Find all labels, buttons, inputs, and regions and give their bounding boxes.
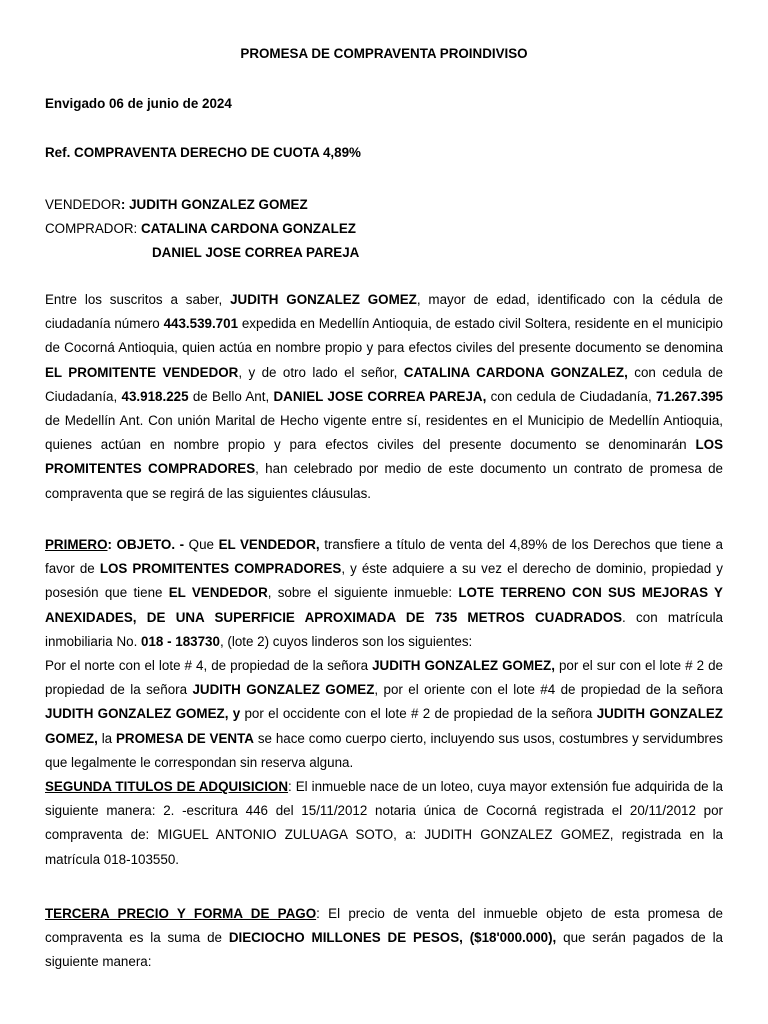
seller-label: VENDEDOR [45, 197, 121, 212]
clause-primero-buyers: LOS PROMITENTES COMPRADORES [99, 561, 342, 577]
clause-tercera-text-2: que serán pagados de la siguiente manera: [45, 930, 724, 970]
clauses-block [45, 533, 723, 872]
intro-seller-name: JUDITH GONZALEZ GOMEZ [230, 292, 417, 307]
linderos-text-1: Por el norte con el lote # 4, de propiedad de la señora [45, 658, 373, 674]
clause-tercera-heading: TERCERA PRECIO Y FORMA DE PAGO [45, 906, 317, 921]
reference-line: Ref. COMPRAVENTA DERECHO DE CUOTA 4,89% [45, 145, 361, 160]
intro-seller-id: 443.539.701 [163, 316, 239, 332]
clause-primero-text-5: . con matrícula inmobiliaria No. [45, 609, 723, 649]
buyer-name-2: DANIEL JOSE CORREA PAREJA [152, 245, 360, 260]
date-line: Envigado 06 de junio de 2024 [45, 96, 232, 111]
clause-primero-seller-2: EL VENDEDOR [168, 585, 268, 601]
linderos-name-4: JUDITH GONZALEZ GOMEZ, [45, 706, 723, 746]
intro-text-6: de Bello Ant, [188, 388, 274, 404]
intro-text-5: con cedula de Ciudadanía, [45, 364, 723, 404]
intro-paragraph [45, 288, 723, 506]
buyer-name-1: CATALINA CARDONA GONZALEZ [140, 221, 356, 236]
intro-text-1: Entre los suscritos a saber, [45, 292, 231, 307]
seller-name: JUDITH GONZALEZ GOMEZ [125, 197, 308, 212]
clause-linderos [45, 654, 723, 775]
clause-tercera [45, 902, 723, 975]
clause-tercera-text-1: : El precio de venta del inmueble objeto de esta promesa de compraventa es la suma de [45, 906, 723, 946]
linderos-text-2: por el sur con el lote # 2 de propiedad de la señora [45, 658, 723, 698]
intro-text-3: expedida en Medellín Antioquia, de estado civil Soltera, residente en el municipio de Cocorná Antioquia, quien actúa en nombre propio y para efectos civiles del presente documento se denomina [45, 316, 723, 356]
clause-primero-registry: 018 - 183730 [141, 633, 220, 649]
clause-primero-property: LOTE TERRENO CON SUS MEJORAS Y ANEXIDADES, DE UNA SUPERFICIE APROXIMADA DE 735 METROS CUADRADOS [45, 585, 723, 625]
intro-text-2: , mayor de edad, identificado con la cédula de ciudadanía número [45, 292, 724, 332]
clause-primero-text-2: transfiere a título de venta del 4,89% de los Derechos que tiene a favor de [45, 537, 723, 577]
intro-buyer-2-id: 71.267.395 [655, 388, 723, 404]
clause-tercera-price: DIECIOCHO MILLONES DE PESOS, ($18'000.000), [228, 930, 557, 946]
clause-primero-heading: PRIMERO [45, 537, 108, 552]
intro-text-4: , y de otro lado el señor, [238, 364, 404, 380]
linderos-text-6: se hace como cuerpo cierto, incluyendo sus usos, costumbres y servidumbres que legalmente le correspondan sin reserva alguna. [45, 730, 724, 770]
intro-buyer-1-id: 43.918.225 [121, 388, 189, 404]
parties-block [45, 193, 359, 265]
linderos-text-3: , por el oriente con el lote #4 de propiedad de la señora [374, 682, 723, 698]
intro-seller-role: EL PROMITENTE VENDEDOR [45, 364, 239, 380]
linderos-name-3: JUDITH GONZALEZ GOMEZ, y [45, 706, 241, 722]
clause-segunda-heading: SEGUNDA TITULOS DE ADQUISICION [45, 779, 289, 795]
clause-tercera-block [45, 902, 723, 975]
linderos-promise: PROMESA DE VENTA [116, 730, 254, 746]
document-title: PROMESA DE COMPRAVENTA PROINDIVISO [240, 46, 528, 61]
clause-primero-object: : OBJETO. - [107, 537, 185, 552]
linderos-text-4: por el occidente con el lote # 2 de propiedad de la señora [240, 706, 597, 722]
intro-buyer-2-name: DANIEL JOSE CORREA PAREJA, [273, 388, 487, 404]
seller-colon: : [120, 197, 126, 212]
linderos-text-5: la [97, 730, 116, 746]
linderos-name-1: JUDITH GONZALEZ GOMEZ, [372, 658, 555, 674]
clause-primero-seller: EL VENDEDOR, [218, 537, 320, 552]
buyer-label: COMPRADOR: [45, 221, 141, 236]
intro-buyers-role: LOS PROMITENTES COMPRADORES [45, 437, 723, 477]
intro-text-9: , han celebrado por medio de este documento un contrato de promesa de compraventa que se regirá de las siguientes cláusulas. [45, 461, 724, 501]
clause-segunda [45, 775, 723, 872]
clause-primero-text-6: , (lote 2) cuyos linderos son los siguientes: [219, 633, 473, 649]
clause-segunda-text: : El inmueble nace de un loteo, cuya mayor extensión fue adquirida de la siguiente manera: 2. -escritura 446 del 15/11/2012 notaria única de Cocorná registrada el 20/11/2012 por compraventa de: MIGUEL ANTONIO ZULUAGA SOTO, a: JUDITH GONZALEZ GOMEZ, registrada en la matrícula 018-103550. [45, 779, 723, 867]
clause-primero [45, 533, 723, 654]
clause-primero-text-3: , y éste adquiere a su vez el derecho de dominio, propiedad y posesión que tiene [45, 561, 723, 601]
intro-buyer-1-name: CATALINA CARDONA GONZALEZ, [403, 364, 628, 380]
clause-primero-text-4: , sobre el siguiente inmueble: [267, 585, 459, 601]
linderos-name-2: JUDITH GONZALEZ GOMEZ [192, 682, 375, 698]
intro-text-8: de Medellín Ant. Con unión Marital de Hecho vigente entre sí, residentes en el Municipio de Medellín Antioquia, quienes actúan en nombre propio y para efectos civiles del presente documento se denominarán [45, 413, 723, 453]
buyer-row [45, 217, 359, 241]
seller-row [45, 193, 359, 217]
clause-primero-text-1: Que [184, 537, 219, 552]
intro-text-7: con cedula de Ciudadanía, [486, 388, 656, 404]
buyer-row-2 [45, 241, 359, 265]
